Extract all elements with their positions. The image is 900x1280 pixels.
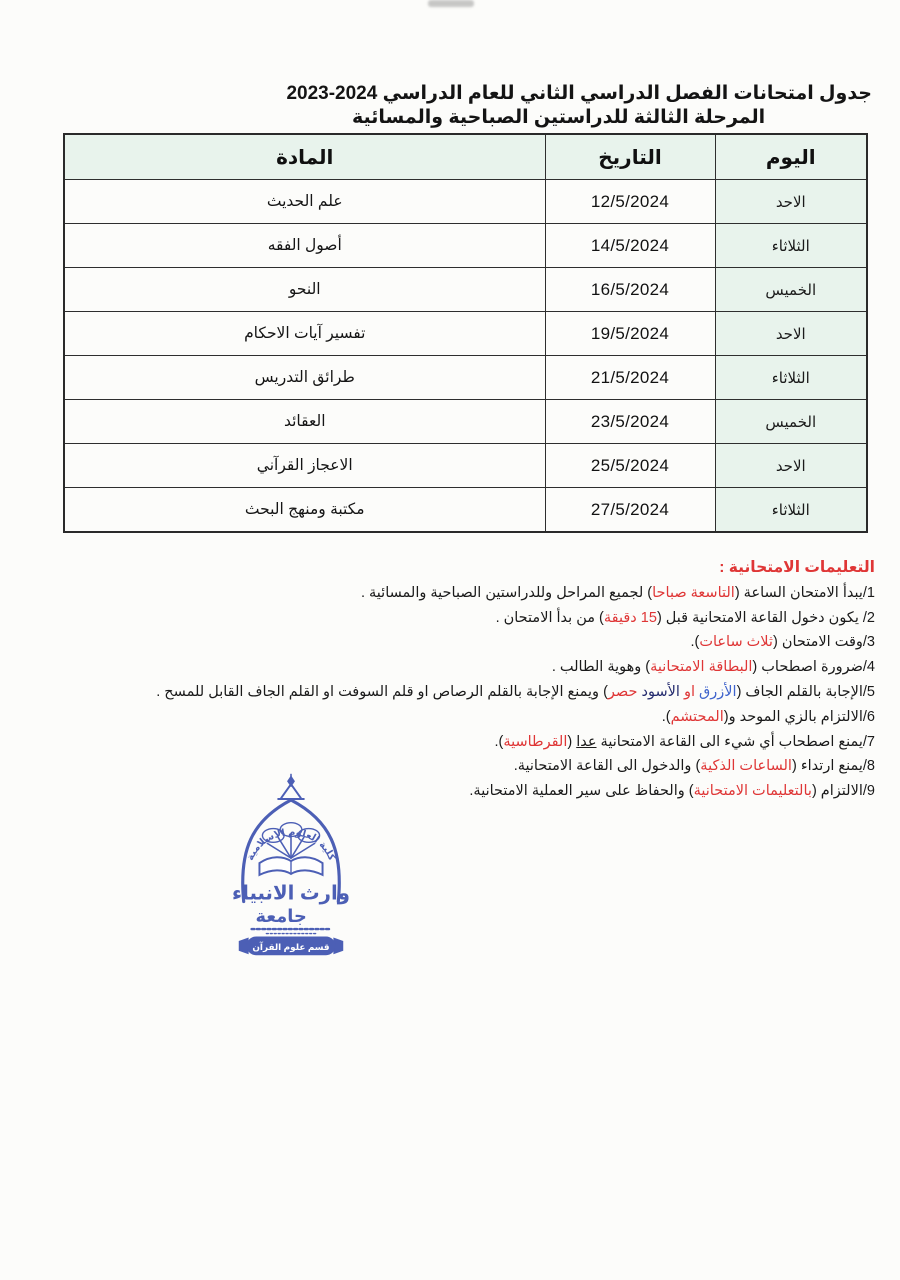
exam-schedule-table (63, 133, 868, 533)
instruction-segment: ) وهوية الطالب . (551, 659, 651, 676)
table-row (64, 444, 867, 488)
instruction-item (30, 606, 875, 631)
instruction-item (30, 730, 875, 755)
document-title-line1: جدول امتحانات الفصل الدراسي الثاني للعام الدراسي 2024-2023 (286, 83, 872, 104)
instruction-segment-red: حصر (607, 683, 638, 700)
scan-smudge (428, 0, 474, 7)
instruction-segment-red: 15 دقيقة (603, 609, 657, 626)
instruction-segment: 5/الإجابة بالقلم الجاف ( (736, 683, 875, 700)
minaret-finial-icon (278, 774, 304, 799)
instruction-item (30, 630, 875, 655)
instruction-segment: 4/ضرورة اصطحاب ( (752, 659, 875, 676)
day-cell: الثلاثاء (715, 356, 867, 400)
day-cell: الخميس (715, 268, 867, 312)
table-header-row (64, 134, 867, 180)
subject-cell: مكتبة ومنهج البحث (64, 488, 545, 533)
instruction-segment: 2/ يكون دخول القاعة الامتحانية قبل ( (656, 609, 875, 626)
instruction-segment: ) من بدأ الامتحان . (495, 609, 604, 626)
day-cell: الثلاثاء (715, 224, 867, 268)
instruction-segment-red: الساعات الذكية (700, 758, 792, 775)
column-header-day: اليوم (715, 134, 867, 180)
table-body (64, 180, 867, 533)
subject-cell: النحو (64, 268, 545, 312)
instruction-item (30, 581, 875, 606)
university-stamp-logo (222, 770, 360, 966)
date-cell: 16/5/2024 (545, 268, 715, 312)
subject-cell: الاعجاز القرآني (64, 444, 545, 488)
instruction-item (30, 754, 875, 779)
table-row (64, 180, 867, 224)
instruction-segment: ). (494, 733, 504, 750)
subject-cell: أصول الفقه (64, 224, 545, 268)
instruction-segment: عدا (576, 733, 597, 750)
table-row (64, 224, 867, 268)
instruction-segment-red: القرطاسية (503, 733, 568, 750)
table-row (64, 400, 867, 444)
column-header-subject: المادة (64, 134, 545, 180)
date-cell: 25/5/2024 (545, 444, 715, 488)
subject-cell: علم الحديث (64, 180, 545, 224)
instructions-title: التعليمات الامتحانية : (719, 559, 875, 576)
document-title-line2: المرحلة الثالثة للدراستين الصباحية والمسائية (352, 107, 766, 128)
instruction-segment: ) لجميع المراحل وللدراستين الصباحية والمسائية . (360, 584, 653, 601)
column-header-date: التاريخ (545, 134, 715, 180)
instruction-segment: ). (690, 634, 700, 651)
instruction-segment: 7/يمنع اصطحاب أي شيء الى القاعة الامتحانية (596, 733, 875, 750)
instruction-segment-red: بالتعليمات الامتحانية (693, 783, 812, 800)
stamp-arc-text: كلية العلوم الاسلامية (244, 827, 338, 863)
instruction-segment: 8/يمنع ارتداء ( (791, 758, 875, 775)
stamp-name-line2: جامعة (255, 906, 307, 927)
stamp-banner-text: قسم علوم القرآن (252, 941, 330, 952)
instruction-segment: ) ويمنع الإجابة بالقلم الرصاص او قلم السوفت او القلم الجاف القابل للمسح . (156, 683, 608, 700)
instruction-item (30, 779, 875, 804)
date-cell: 27/5/2024 (545, 488, 715, 533)
subject-cell: العقائد (64, 400, 545, 444)
date-cell: 14/5/2024 (545, 224, 715, 268)
instruction-segment: 3/وقت الامتحان ( (772, 634, 875, 651)
stamp-name-line1: وارث الانبياء (232, 882, 350, 905)
date-cell: 19/5/2024 (545, 312, 715, 356)
day-cell: الخميس (715, 400, 867, 444)
day-cell: الاحد (715, 312, 867, 356)
table-row (64, 488, 867, 533)
document-title (286, 82, 872, 130)
instruction-segment-red: او (683, 683, 695, 700)
instruction-item (30, 655, 875, 680)
subject-cell: طرائق التدريس (64, 356, 545, 400)
date-cell: 12/5/2024 (545, 180, 715, 224)
instruction-segment-blue: الأزرق (699, 683, 737, 700)
table-row (64, 356, 867, 400)
instruction-item (30, 680, 875, 705)
day-cell: الاحد (715, 444, 867, 488)
instruction-segment: 1/يبدأ الامتحان الساعة ( (734, 584, 875, 601)
table-row (64, 312, 867, 356)
instruction-segment: 9/الالتزام ( (811, 783, 875, 800)
instruction-segment-red: التاسعة صباحا (652, 584, 735, 601)
date-cell: 23/5/2024 (545, 400, 715, 444)
exam-instructions (30, 556, 875, 804)
instruction-segment-navy: الأسود (641, 683, 680, 700)
instructions-list (30, 581, 875, 804)
instruction-segment-red: البطاقة الامتحانية (650, 659, 753, 676)
instruction-segment-red: المحتشم (670, 708, 724, 725)
table-row (64, 268, 867, 312)
instruction-segment: ( (567, 733, 577, 750)
day-cell: الثلاثاء (715, 488, 867, 533)
subject-cell: تفسير آيات الاحكام (64, 312, 545, 356)
instruction-segment: ) والحفاظ على سير العملية الامتحانية. (469, 783, 694, 800)
instruction-item (30, 705, 875, 730)
instruction-segment: ) والدخول الى القاعة الامتحانية. (513, 758, 701, 775)
instruction-segment: ). (661, 708, 671, 725)
instruction-segment-red: ثلاث ساعات (699, 634, 773, 651)
date-cell: 21/5/2024 (545, 356, 715, 400)
day-cell: الاحد (715, 180, 867, 224)
instruction-segment: 6/الالتزام بالزي الموحد و( (723, 708, 875, 725)
